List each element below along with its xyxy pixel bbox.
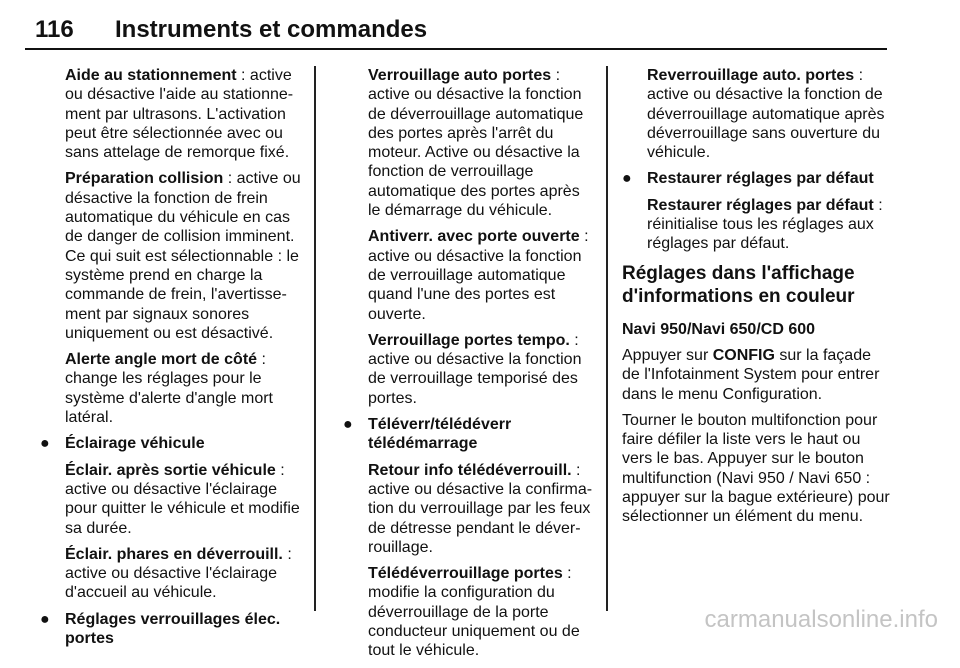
bullet-label: Réglages verrouillages élec. portes — [65, 610, 281, 648]
bullet-icon: ● — [343, 416, 353, 434]
subheading: Navi 950/Navi 650/CD 600 — [622, 320, 816, 338]
paragraph — [40, 545, 302, 603]
paragraph — [622, 66, 890, 162]
term: Éclair. phares en déverrouill. — [65, 545, 283, 563]
paragraph — [40, 66, 302, 162]
bullet-icon: ● — [40, 435, 50, 453]
text: Appuyer sur — [622, 346, 713, 364]
bullet-label: Restaurer réglages par défaut — [647, 170, 874, 188]
page-header — [25, 14, 887, 50]
description: : réinitialise tous les réglages aux réglages par défaut. — [647, 196, 883, 253]
term: Retour info télédéverrouill. — [368, 461, 572, 479]
config-key-label: CONFIG — [712, 346, 775, 364]
column-divider — [314, 66, 316, 611]
term: Alerte angle mort de côté — [65, 351, 258, 369]
bullet-label: Téléverr/télédéverr télédémarrage — [368, 416, 512, 453]
paragraph — [343, 461, 595, 557]
column-2 — [343, 66, 595, 668]
paragraph — [343, 564, 595, 660]
bullet-item — [40, 434, 302, 453]
description: : change les réglages pour le système d'alerte d'angle mort latéral. — [65, 351, 273, 427]
page-title: Instruments et commandes — [115, 16, 428, 43]
paragraph — [343, 331, 595, 408]
bullet-icon: ● — [622, 170, 632, 188]
term: Aide au stationnement — [65, 67, 237, 84]
bullet-item — [343, 415, 595, 454]
bullet-icon: ● — [40, 610, 50, 628]
description: : active ou désactive la fonction de frein automatique du véhicule en cas de danger de collision imminent. Ce qui suit est sélectionnable : le système prend en charge la commande de frein, l'avertissement par signaux sonores uniquement ou est désactivé. — [65, 170, 301, 342]
description: : active ou désactive la fonction de déverrouillage automatique des portes après l'arrêt du moteur. Active ou désactive la fonction de verrouillage automatique des portes après le démarrage du véhicule. — [368, 67, 584, 220]
term: Télédéverrouillage portes — [368, 565, 563, 583]
paragraph: Tourner le bouton multifonction pour faire défiler la liste vers le haut ou vers le bas. Appuyer sur le bouton multifunction (Navi 950 / Navi 650 : appuyer sur la bague extérieure) pour sélectionner un élément du menu. — [622, 411, 890, 526]
paragraph — [40, 350, 302, 427]
description: : active ou désactive la fonction de verrouillage automatique quand l'une des portes est ouverte. — [368, 228, 589, 323]
column-divider — [606, 66, 608, 611]
description: : active ou désactive la confirmation du verrouillage par les feux de détresse pendant le déverrouillage. — [368, 461, 593, 556]
watermark: carmanualsonline.info — [704, 606, 938, 633]
description: : modifie la configuration du déverrouillage de la porte conducteur uniquement ou de tout le véhicule. — [368, 565, 580, 660]
paragraph — [343, 227, 595, 323]
column-3 — [622, 66, 890, 534]
paragraph — [622, 346, 890, 404]
description: : active ou désactive l'éclairage pour quitter le véhicule et modifie sa durée. — [65, 461, 300, 537]
term: Antiverr. avec porte ouverte — [368, 228, 580, 246]
bullet-label: Éclairage véhicule — [65, 435, 205, 453]
section-title: Réglages dans l'affichage d'informations en couleur — [622, 262, 855, 307]
term: Verrouillage portes tempo. — [368, 331, 570, 349]
description: : active ou désactive la fonction de verrouillage temporisé des portes. — [368, 331, 582, 407]
bullet-item — [622, 169, 890, 188]
page-number: 116 — [35, 16, 74, 43]
paragraph — [622, 196, 890, 254]
column-1 — [40, 66, 302, 655]
term: Éclair. après sortie véhicule — [65, 461, 276, 479]
text: sur la façade de l'Infotainment System pour entrer dans le menu Configuration. — [622, 346, 880, 403]
term: Reverrouillage auto. portes — [647, 67, 855, 84]
description: : active ou désactive la fonction de déverrouillage automatique après déverrouillage sans ouverture du véhicule. — [647, 67, 885, 162]
description: : active ou désactive l'aide au stationnement par ultrasons. L'activation peut être sélectionnée avec ou sans attelage de remorque fixé. — [65, 67, 294, 162]
term: Verrouillage auto portes — [368, 67, 552, 84]
paragraph — [343, 66, 595, 220]
term: Restaurer réglages par défaut — [647, 196, 874, 214]
term: Préparation collision — [65, 170, 224, 188]
paragraph — [40, 169, 302, 343]
bullet-item — [40, 610, 302, 649]
description: : active ou désactive l'éclairage d'accueil au véhicule. — [65, 545, 292, 602]
paragraph — [40, 461, 302, 538]
